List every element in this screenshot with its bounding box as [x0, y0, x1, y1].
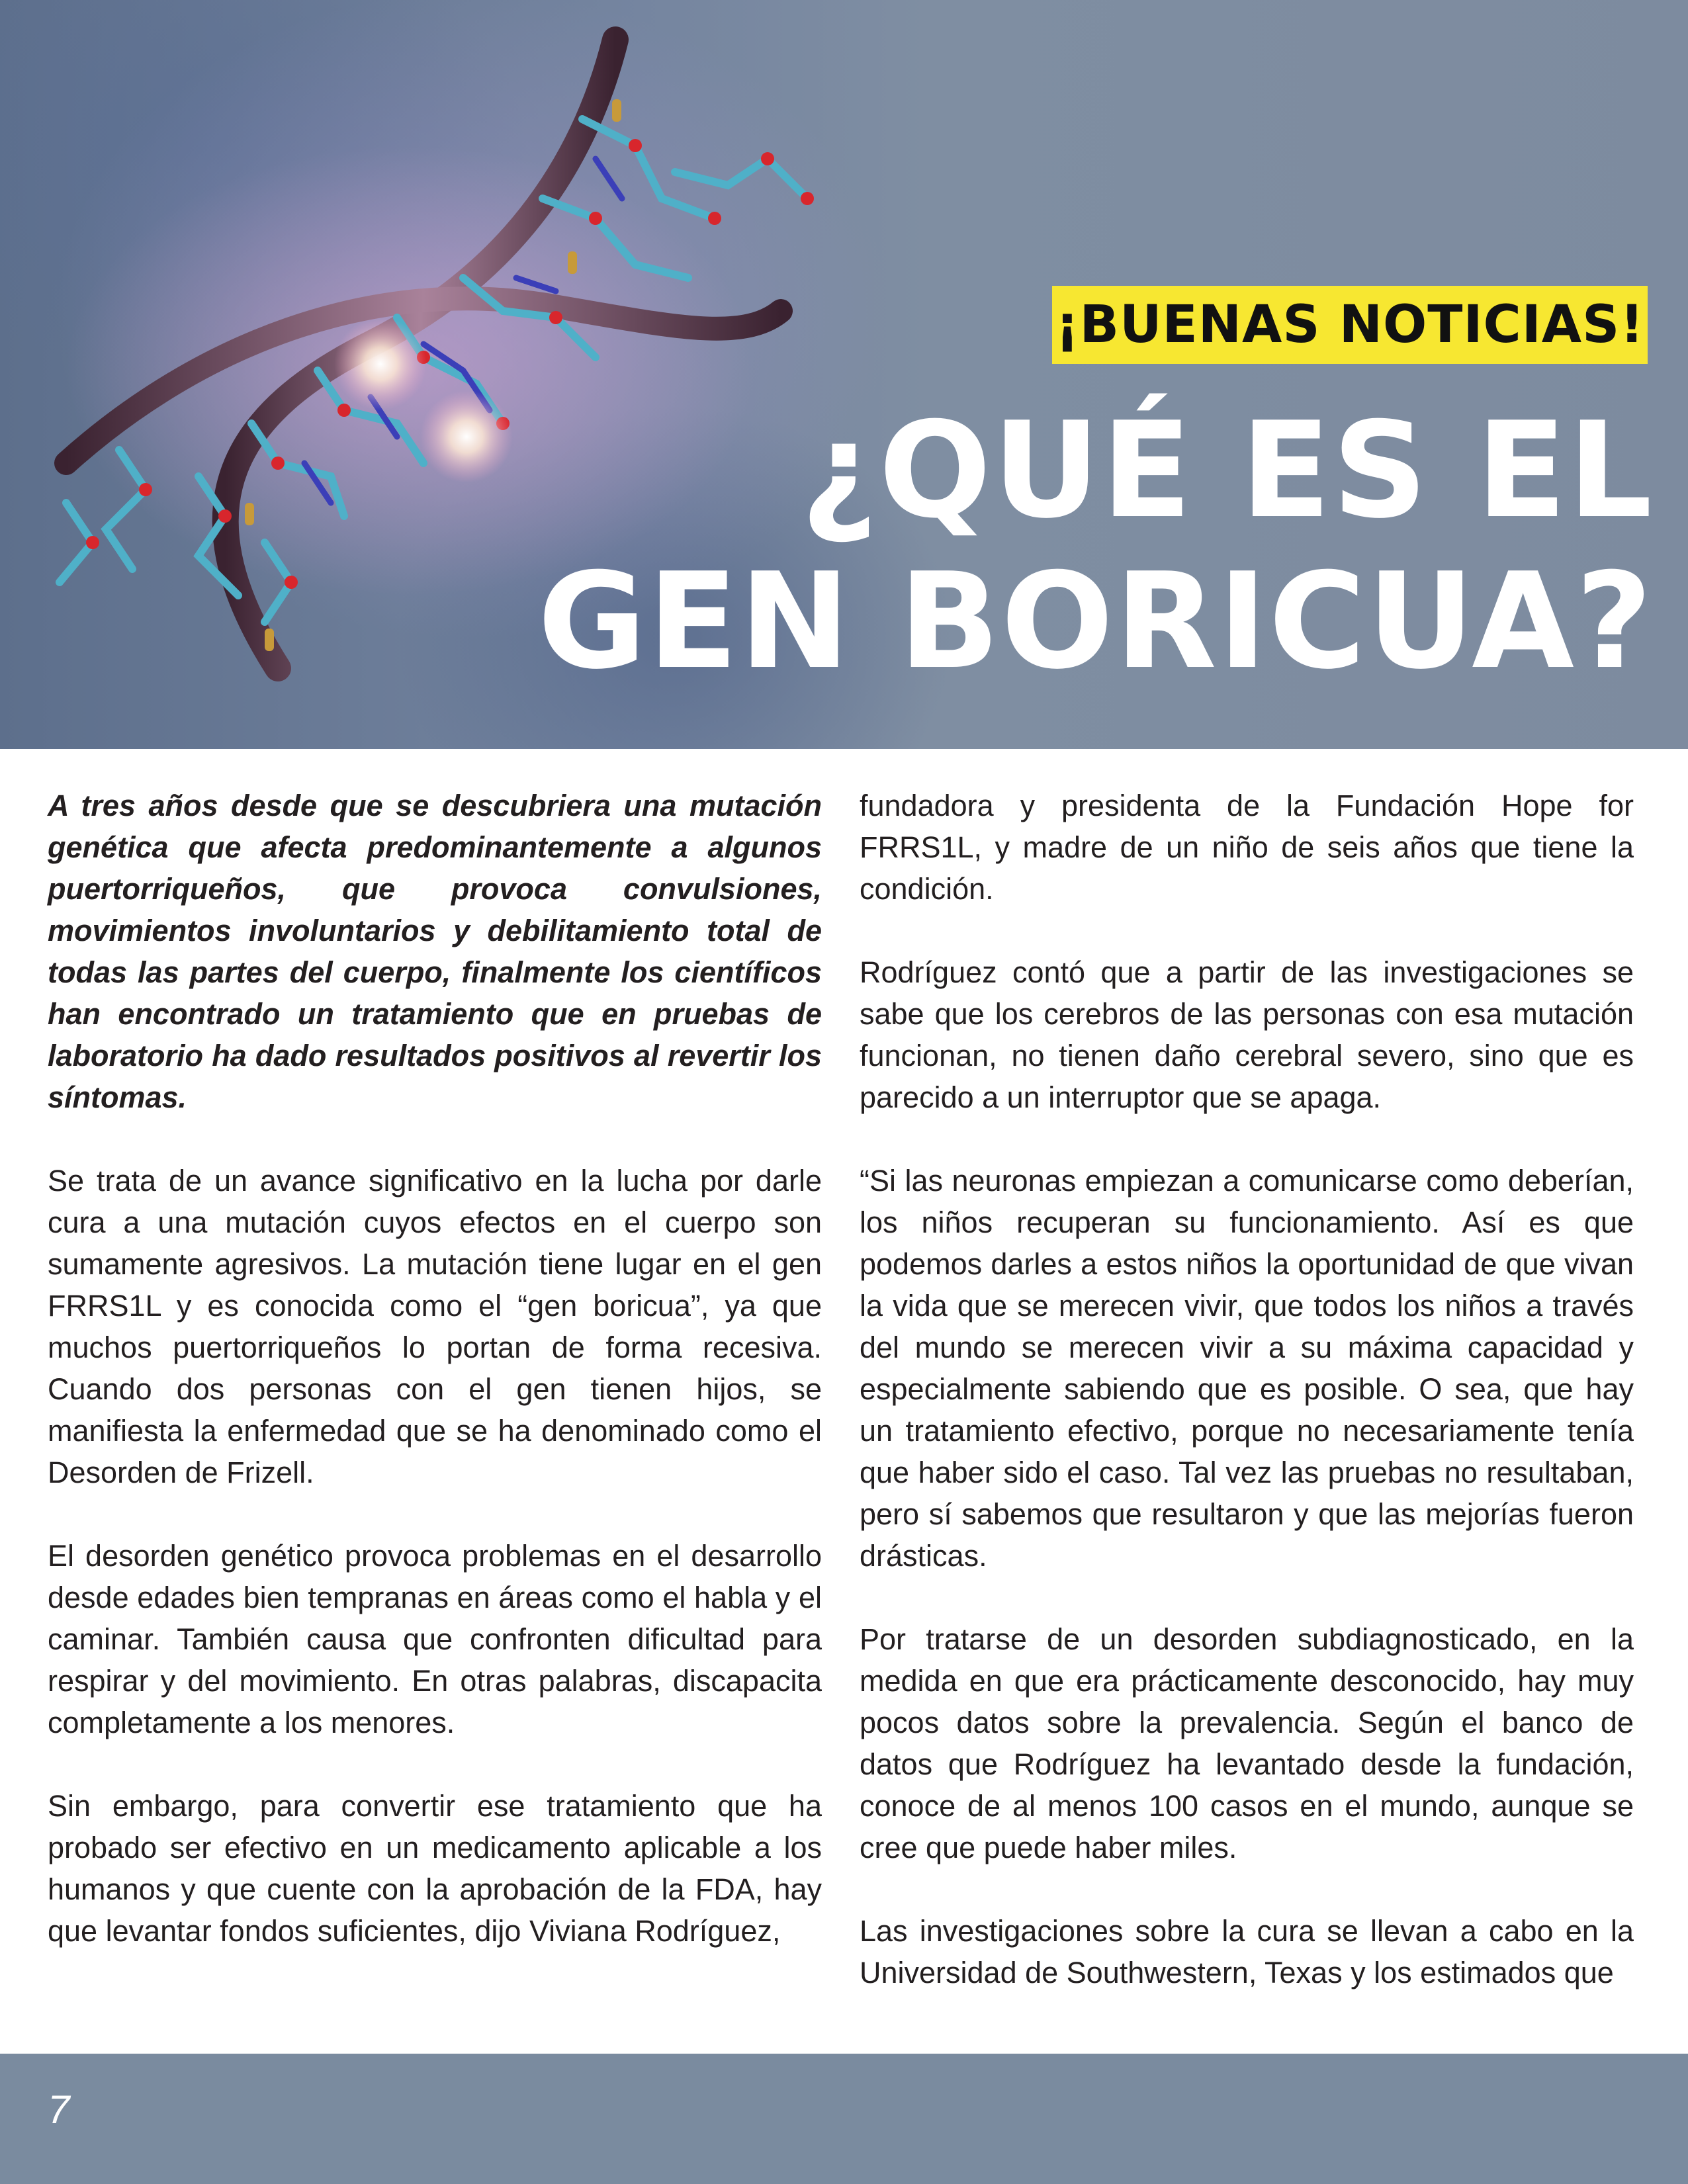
article-paragraph: Rodríguez contó que a partir de las investigaciones se sabe que los cerebros de las personas con esa mutación funcionan, no tienen daño cerebral severo, sino que es parecido a un interruptor que se apaga.: [860, 955, 1634, 1114]
article-column-right: [860, 785, 1634, 2035]
section-badge: ¡BUENAS NOTICIAS!: [1052, 286, 1648, 364]
page-title-line-1: ¿QUÉ ES EL: [800, 394, 1654, 548]
article-paragraph: El desorden genético provoca problemas en el desarrollo desde edades bien tempranas en áreas como el habla y el caminar. También causa que confronten dificultad para respirar y del movimiento. En otras palabras, discapacita completamente a los menores.: [48, 1539, 822, 1739]
article-paragraph: Por tratarse de un desorden subdiagnosticado, en la medida en que era prácticamente desconocido, hay muy pocos datos sobre la prevalencia. Según el banco de datos que Rodríguez ha levantado desde la fundación, conoce de al menos 100 casos en el mundo, aunque se cree que puede haber miles.: [860, 1622, 1634, 1864]
article-column-left: [48, 785, 822, 1993]
article-paragraph: Las investigaciones sobre la cura se llevan a cabo en la Universidad de Southwestern, Texas y los estimados que: [860, 1914, 1634, 1989]
article-quote-paragraph: “Si las neuronas empiezan a comunicarse como deberían, los niños recuperan su funcionamiento. Así es que podemos darles a estos niños la oportunidad de que vivan la vida que se merecen vivir, que todos los niños a través del mundo se merecen vivir a su máxima capacidad y especialmente sabiendo que es posible. O sea, que hay un tratamiento efectivo, porque no necesariamente tenía que haber sido el caso. Tal vez las pruebas no resultaban, pero sí sabemos que resultaron y que las mejorías fueron drásticas.: [860, 1164, 1634, 1573]
article-paragraph: Se trata de un avance significativo en la lucha por darle cura a una mutación cuyos efectos en el cuerpo son sumamente agresivos. La mutación tiene lugar en el gen FRRS1L y es conocida como el “gen boricua”, ya que muchos puertorriqueños lo portan de forma recesiva. Cuando dos personas con el gen tienen hijos, se manifiesta la enfermedad que se ha denominado como el Desorden de Frizell.: [48, 1164, 822, 1489]
page-title-line-2: GEN BORICUA?: [537, 545, 1654, 699]
hero-header: [0, 0, 1688, 749]
article-paragraph: Sin embargo, para convertir ese tratamiento que ha probado ser efectivo en un medicamento aplicable a los humanos y que cuente con la aprobación de la FDA, hay que levantar fondos suficientes, dijo Viviana Rodríguez,: [48, 1789, 822, 1948]
page-footer: [0, 2054, 1688, 2184]
article-paragraph: fundadora y presidenta de la Fundación Hope for FRRS1L, y madre de un niño de seis años que tiene la condición.: [860, 789, 1634, 906]
page-number: 7: [48, 2087, 70, 2132]
article-lead-paragraph: A tres años desde que se descubriera una mutación genética que afecta predominantemente a algunos puertorriqueños, que provoca convulsiones, movimientos involuntarios y debilitamiento total de todas las partes del cuerpo, finalmente los científicos han encontrado un tratamiento que en pruebas de laboratorio ha dado resultados positivos al revertir los síntomas.: [48, 789, 822, 1114]
